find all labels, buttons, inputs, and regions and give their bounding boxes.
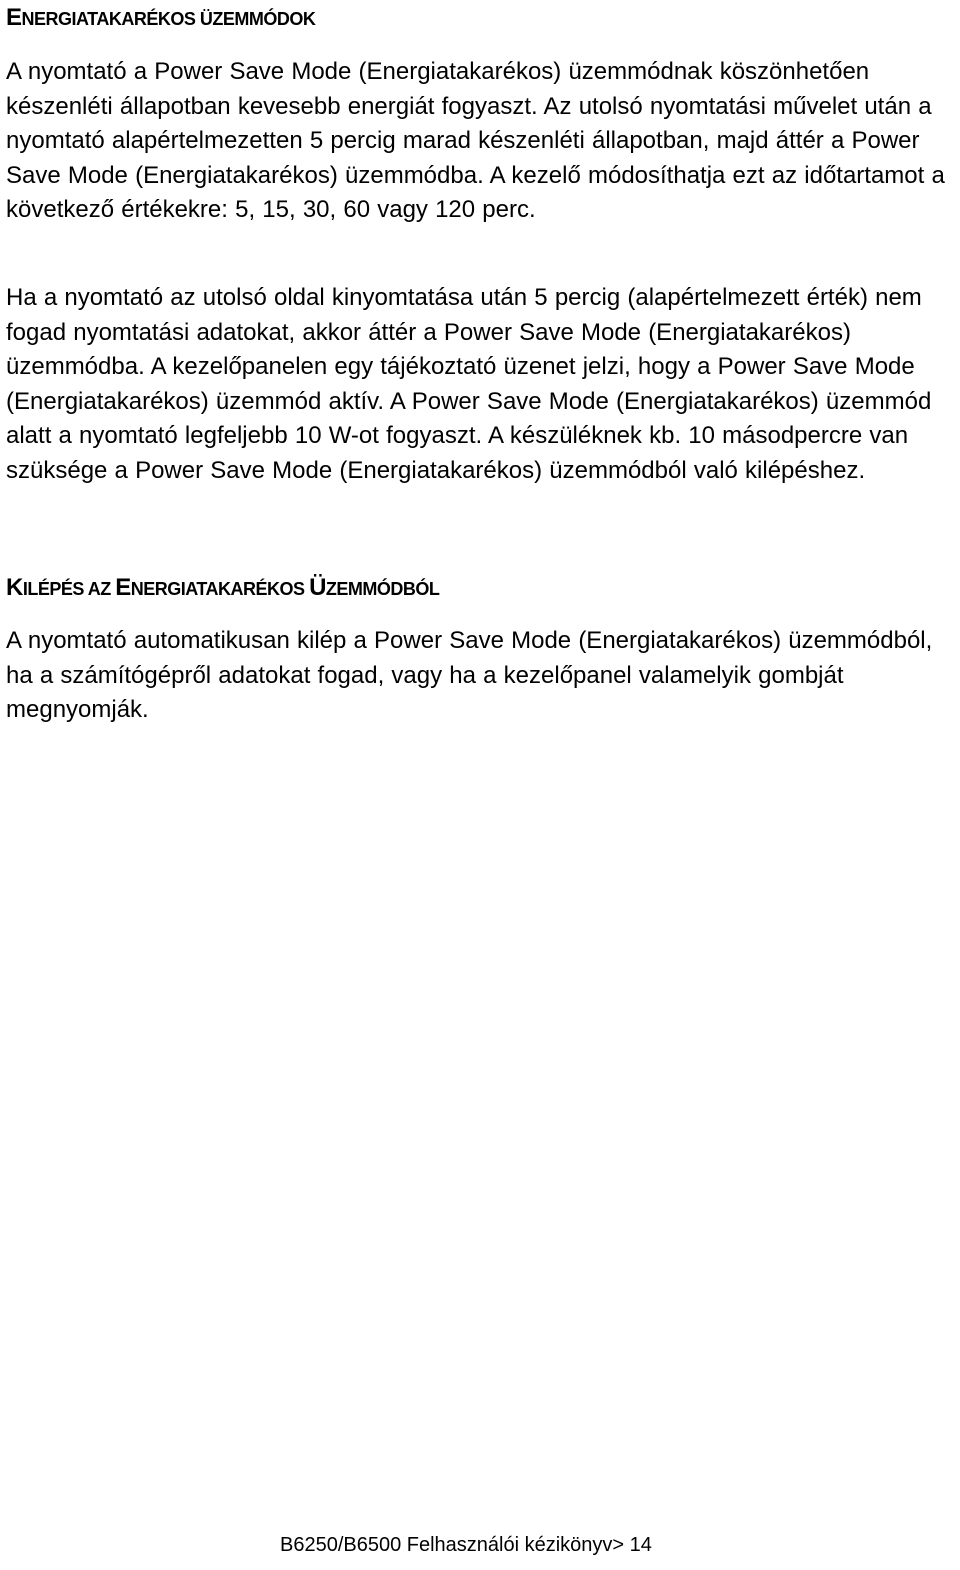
heading-part: NERGIATAKARÉKOS [130,579,310,599]
heading-part: ZEMMÓDBÓL [325,579,440,599]
heading-initial: E [115,574,131,601]
heading-initial: E [6,4,22,31]
section-heading-power-save [6,4,315,32]
paragraph-power-save-details: Ha a nyomtató az utolsó oldal kinyomtatása után 5 percig (alapértelmezett érték) nem fogad nyomtatási adatokat, akkor áttér a Power Save Mode (Energiatakarékos) üzemmódba. A kezelőpanelen egy tájékoztató üzenet jelzi, hogy a Power Save Mode (Energiatakarékos) üzemmód aktív. A Power Save Mode (Energiatakarékos) üzemmód alatt a nyomtató legfeljebb 10 W-ot fogyaszt. A készüléknek kb. 10 másodpercre van szüksége a Power Save Mode (Energiatakarékos) üzemmódból való kilépéshez. [6,284,932,484]
section-heading-exit-power-save [6,574,439,602]
paragraph-power-save-intro: A nyomtató a Power Save Mode (Energiatakarékos) üzemmódnak köszönhetően készenléti állapotban kevesebb energiát fogyaszt. Az utolsó nyomtatási művelet után a nyomtató alapértelmezetten 5 percig marad készenléti állapotban, majd áttér a Power Save Mode (Energiatakarékos) üzemmódba. A kezelő módosíthatja ezt az időtartamot a következő értékekre: 5, 15, 30, 60 vagy 120 perc. [6,58,945,223]
page-footer: B6250/B6500 Felhasználói kézikönyv> 14 [280,1534,652,1556]
heading-initial: Ü [309,574,326,601]
heading-part: ILÉPÉS AZ [22,579,116,599]
paragraph-exit-power-save: A nyomtató automatikusan kilép a Power Save Mode (Energiatakarékos) üzemmódból, ha a számítógépről adatokat fogad, vagy ha a kezelőpanel valamelyik gombját megnyomják. [6,627,933,723]
heading-rest: NERGIATAKARÉKOS ÜZEMMÓDOK [21,9,316,29]
heading-initial: K [6,574,23,601]
